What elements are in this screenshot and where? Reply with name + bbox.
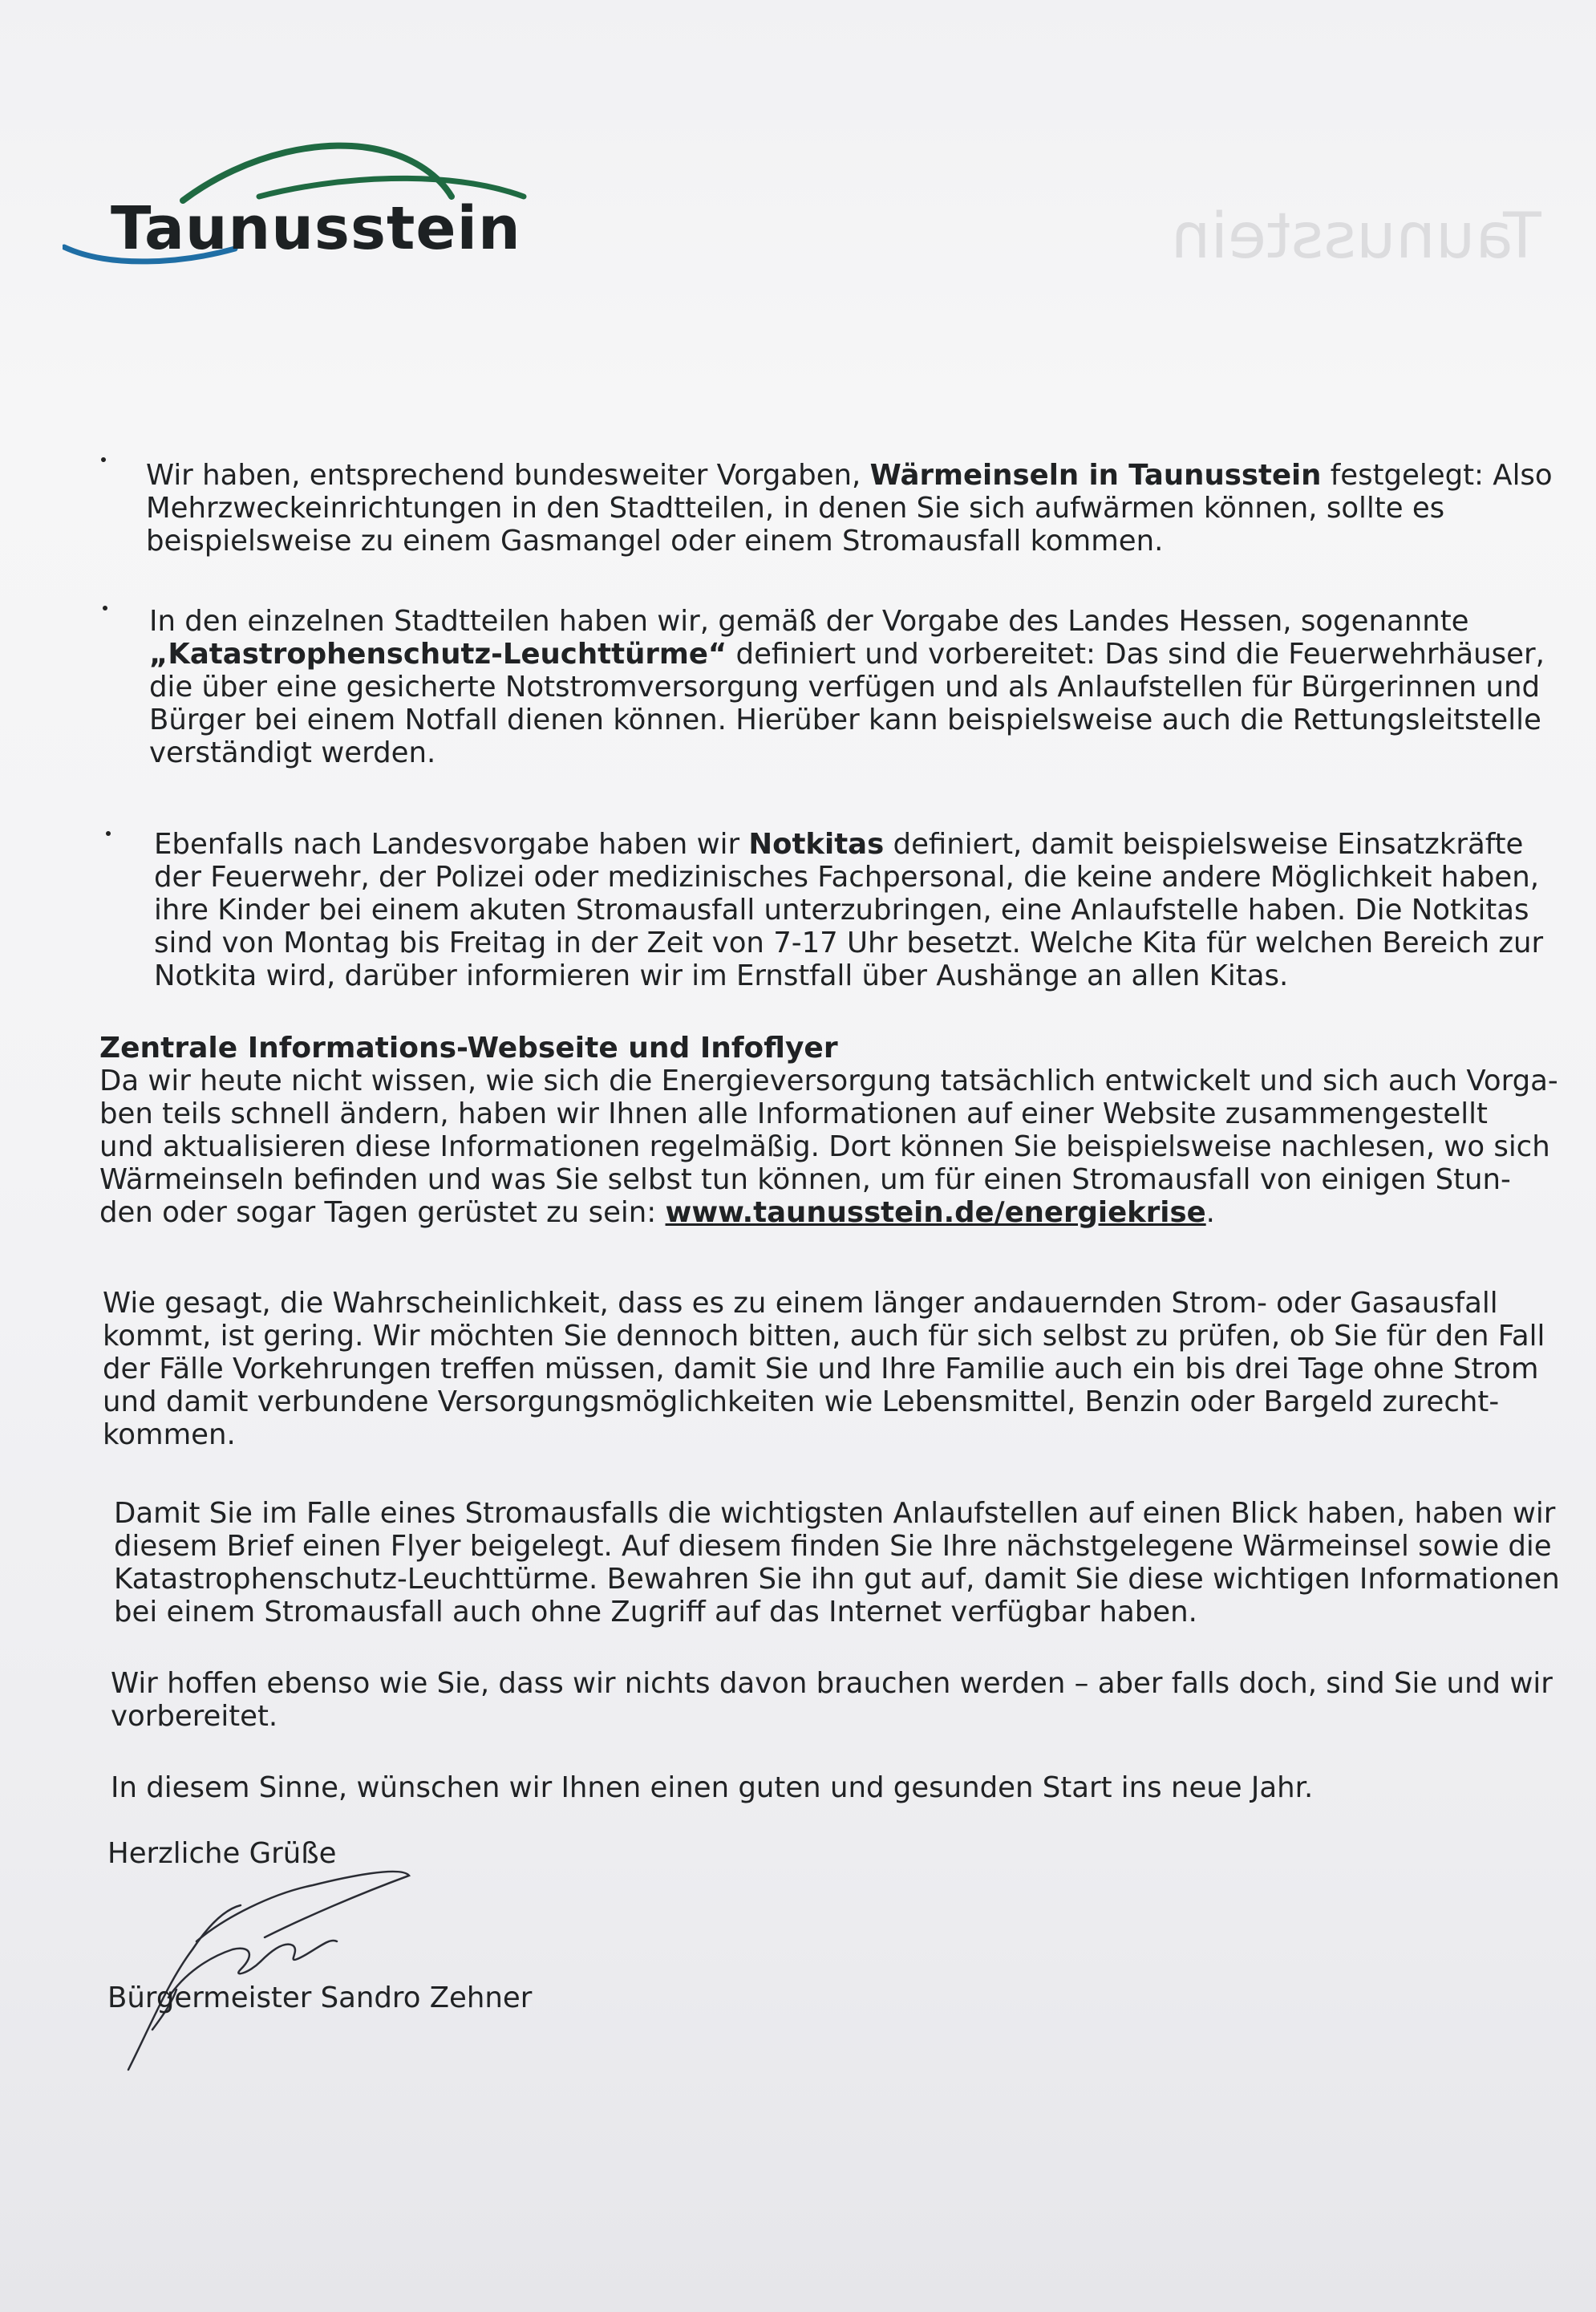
logo-wordmark: Taunusstein (111, 194, 521, 263)
text-line: und damit verbundene Versorgungsmöglichkeiten wie Lebensmittel, Benzin oder Bargeld zurecht- (103, 1385, 1500, 1418)
bullet-marker (101, 457, 106, 462)
text-line: kommen. (103, 1418, 236, 1451)
section-heading: Zentrale Informations-Webseite und Infoflyer (99, 1032, 838, 1065)
text-line: vorbereitet. (111, 1700, 278, 1733)
bullet-marker (106, 831, 111, 836)
text-line: beispielsweise zu einem Gasmangel oder einem Stromausfall kommen. (146, 525, 1164, 558)
text-line: und aktualisieren diese Informationen regelmäßig. Dort können Sie beispielsweise nachlesen, wo sich (99, 1130, 1550, 1163)
info-website-section (99, 1032, 1558, 1229)
handwritten-signature (120, 1861, 425, 2078)
text-line: Katastrophenschutz-Leuchttürme. Bewahren Sie ihn gut auf, damit Sie diese wichtigen Informationen (114, 1563, 1560, 1596)
text-line: In diesem Sinne, wünschen wir Ihnen einen guten und gesunden Start ins neue Jahr. (111, 1771, 1314, 1804)
text-line: bei einem Stromausfall auch ohne Zugriff auf das Internet verfügbar haben. (114, 1596, 1197, 1629)
closing-greeting: Herzliche Grüße (107, 1837, 337, 1870)
text-line: verständigt werden. (149, 736, 436, 769)
text-line: ihre Kinder bei einem akuten Stromausfall unterzubringen, eine Anlaufstelle haben. Die Notkitas (154, 894, 1529, 927)
paragraph-new-year (111, 1771, 1313, 1804)
text-line: Damit Sie im Falle eines Stromausfalls die wichtigsten Anlaufstellen auf einen Blick haben, haben wir (114, 1497, 1556, 1530)
text-line: die über eine gesicherte Notstromversorgung verfügen und als Anlaufstellen für Bürgerinnen und (149, 671, 1541, 704)
paragraph-flyer (114, 1497, 1560, 1629)
energy-crisis-website-link[interactable]: www.taunusstein.de/energiekrise (665, 1196, 1206, 1229)
text-line: Bürger bei einem Notfall dienen können. Hierüber kann beispielsweise auch die Rettungsleitstelle (149, 704, 1541, 736)
text-line: den oder sogar Tagen gerüstet zu sein: www.taunusstein.de/energiekrise. (99, 1196, 1215, 1229)
text-line: Wie gesagt, die Wahrscheinlichkeit, dass es zu einem länger andauernden Strom- oder Gasausfall (103, 1287, 1498, 1320)
text-line: ben teils schnell ändern, haben wir Ihnen alle Informationen auf einer Website zusammengestellt (99, 1097, 1488, 1130)
taunusstein-logo (63, 120, 544, 281)
text-line: Ebenfalls nach Landesvorgabe haben wir Notkitas definiert, damit beispielsweise Einsatzkräfte (154, 828, 1524, 861)
text-line: Mehrzweckeinrichtungen in den Stadtteilen, in denen Sie sich aufwärmen können, sollte es (146, 492, 1445, 525)
text-line: Notkita wird, darüber informieren wir im Ernstfall über Aushänge an allen Kitas. (154, 959, 1289, 992)
bullet-item-1 (146, 459, 1553, 558)
bullet-item-2 (149, 605, 1545, 769)
text-line: der Fälle Vorkehrungen treffen müssen, damit Sie und Ihre Familie auch ein bis drei Tage ohne Strom (103, 1353, 1539, 1385)
signatory-name: Bürgermeister Sandro Zehner (107, 1981, 533, 2014)
text-line: „Katastrophenschutz-Leuchttürme“ definiert und vorbereitet: Das sind die Feuerwehrhäuser, (149, 638, 1545, 671)
text-line: kommt, ist gering. Wir möchten Sie dennoch bitten, auch für sich selbst zu prüfen, ob Sie für den Fall (103, 1320, 1545, 1353)
bullet-item-3 (154, 828, 1543, 992)
bullet-marker (103, 606, 107, 610)
paragraph-preparedness (103, 1287, 1545, 1451)
text-line: Wir hoffen ebenso wie Sie, dass wir nichts davon brauchen werden – aber falls doch, sind Sie und wir (111, 1667, 1553, 1700)
text-line: Wärmeinseln befinden und was Sie selbst tun können, um für einen Stromausfall von einigen Stun- (99, 1163, 1511, 1196)
text-line: der Feuerwehr, der Polizei oder medizinisches Fachpersonal, die keine andere Möglichkeit haben, (154, 861, 1540, 894)
show-through-logo: Taunusstein (1171, 201, 1541, 273)
text-line: In den einzelnen Stadtteilen haben wir, gemäß der Vorgabe des Landes Hessen, sogenannte (149, 605, 1469, 638)
text-line: Wir haben, entsprechend bundesweiter Vorgaben, Wärmeinseln in Taunusstein festgelegt: Also (146, 459, 1553, 492)
text-line: Da wir heute nicht wissen, wie sich die Energieversorgung tatsächlich entwickelt und sich auch Vorga- (99, 1065, 1558, 1097)
text-line: sind von Montag bis Freitag in der Zeit von 7-17 Uhr besetzt. Welche Kita für welchen Bereich zur (154, 927, 1544, 959)
text-line: diesem Brief einen Flyer beigelegt. Auf diesem finden Sie Ihre nächstgelegene Wärmeinsel sowie die (114, 1530, 1552, 1563)
paragraph-hope (111, 1667, 1553, 1733)
